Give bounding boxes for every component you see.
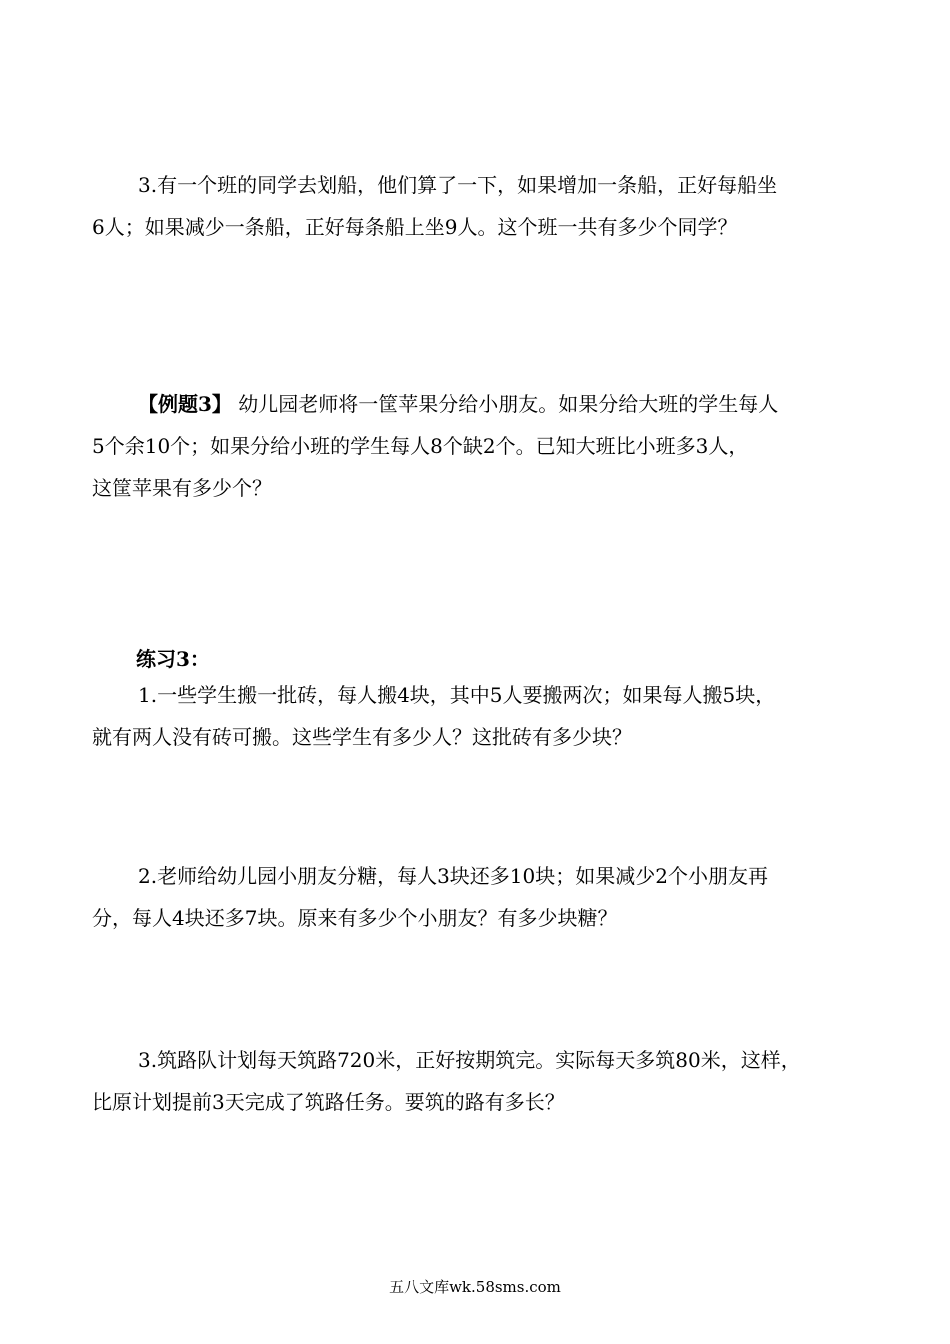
example3-line2: 5个余10个；如果分给小班的学生每人8个缺2个。已知大班比小班多3人， [92,434,749,458]
practice3-question-3 [92,1039,872,1123]
practice3-q2-line1: 2.老师给幼儿园小朋友分糖，每人3块还多10块；如果减少2个小朋友再 [138,864,768,888]
practice3-q1-line1: 1.一些学生搬一批砖，每人搬4块，其中5人要搬两次；如果每人搬5块， [138,683,776,707]
example3-line1-text: 幼儿园老师将一筐苹果分给小朋友。如果分给大班的学生每人 [231,392,779,416]
page-footer: 五八文库wk.58sms.com [389,1278,561,1296]
section1-q3-line2: 6人；如果减少一条船，正好每条船上坐9人。这个班一共有多少个同学？ [92,215,738,239]
practice3-q3-line1: 3.筑路队计划每天筑路720米，正好按期筑完。实际每天多筑80米，这样， [138,1048,801,1072]
practice3-q2-line2: 分，每人4块还多7块。原来有多少个小朋友？有多少块糖？ [92,906,618,930]
section1-question-3 [92,164,872,248]
section1-q3-line1: 3.有一个班的同学去划船，他们算了一下，如果增加一条船，正好每船坐 [138,173,778,197]
practice3-question-2 [92,855,872,939]
example3-line3: 这筐苹果有多少个？ [92,476,272,500]
practice3-q1-line2: 就有两人没有砖可搬。这些学生有多少人？这批砖有多少块？ [92,725,632,749]
practice3-q3-line2: 比原计划提前3天完成了筑路任务。要筑的路有多长？ [92,1090,565,1114]
example3-line1 [92,383,872,425]
example-3 [92,383,872,509]
practice3-heading: 练习3： [136,647,210,671]
practice3-question-1 [92,674,872,758]
example3-label: 【例题3】 [138,392,232,416]
